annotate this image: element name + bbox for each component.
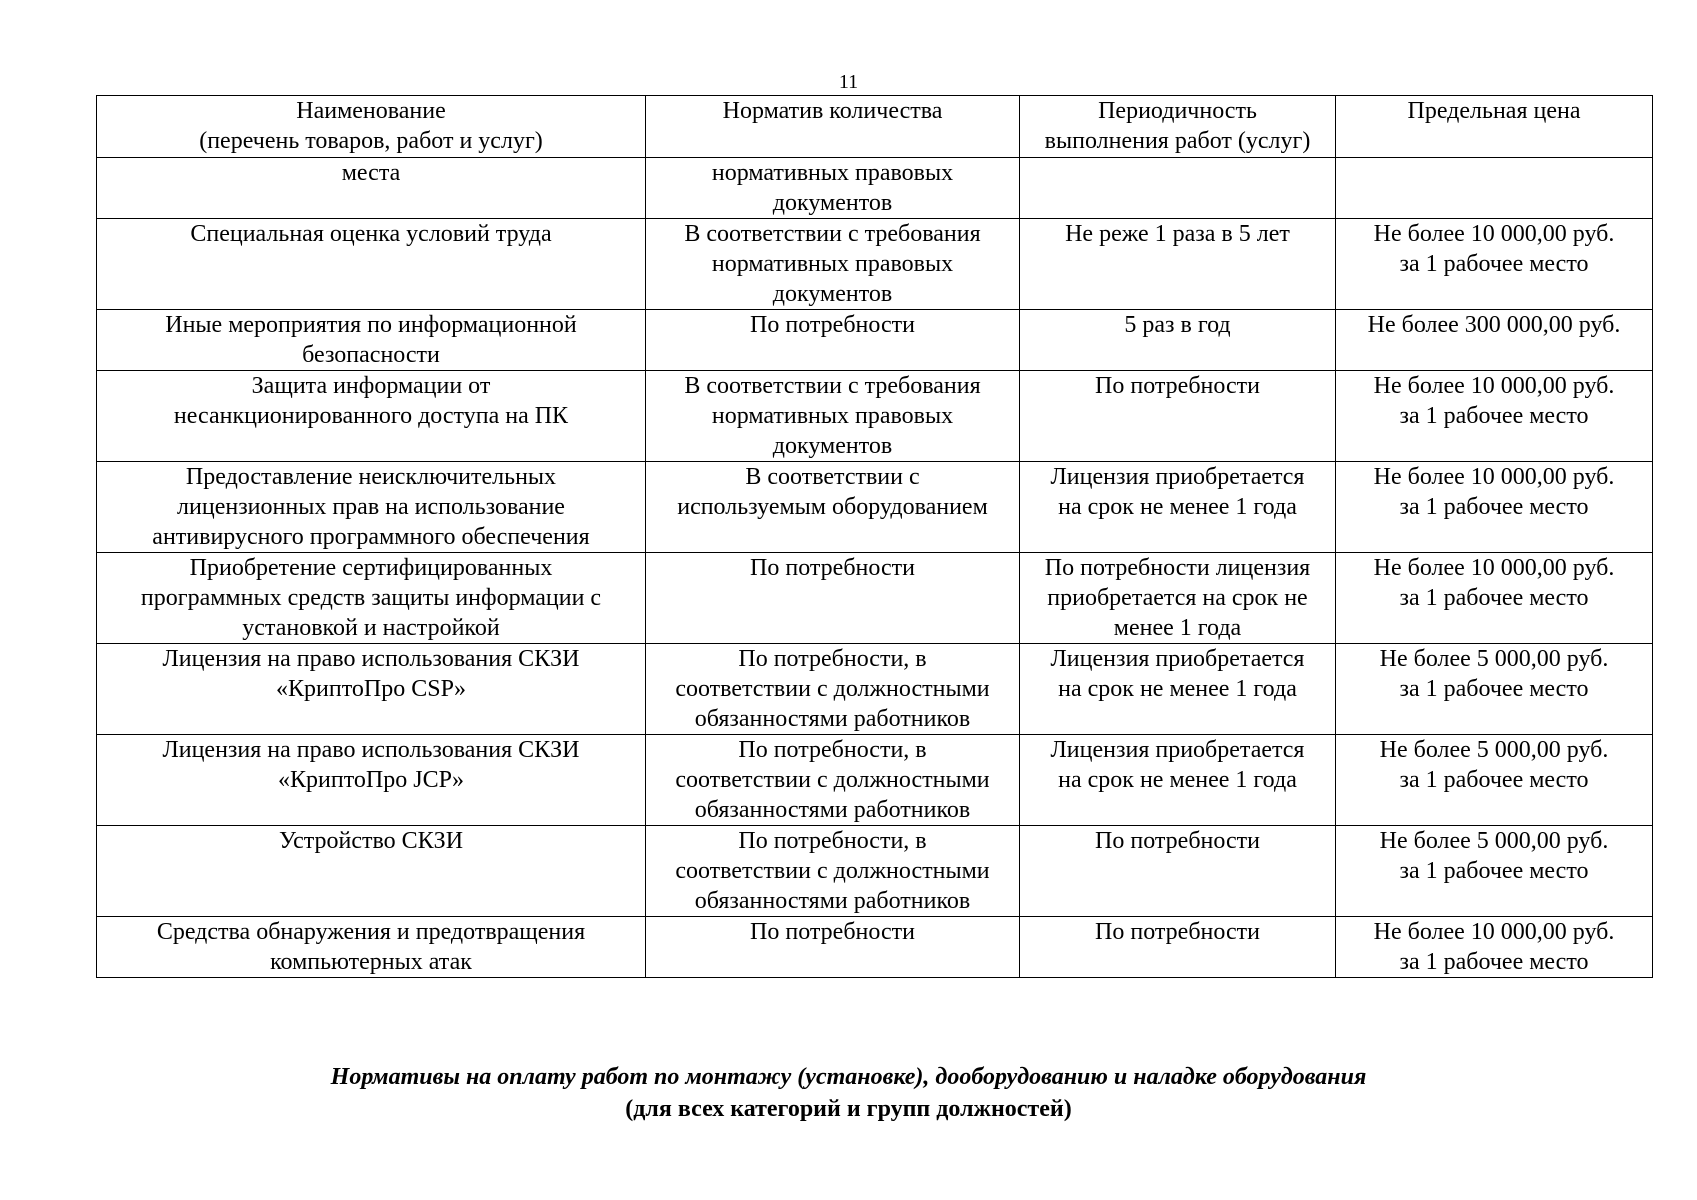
cell-price-line: Не более 300 000,00 руб. xyxy=(1367,312,1621,338)
cell-quantity-line: соответствии с должностными xyxy=(675,858,990,884)
table-row xyxy=(97,553,1653,644)
cell-price xyxy=(1336,644,1653,735)
header-name-line: (перечень товаров, работ и услуг) xyxy=(199,128,543,154)
section-heading-subtitle: (для всех категорий и групп должностей) xyxy=(625,1096,1072,1122)
cell-periodicity-line: По потребности лицензия xyxy=(1044,555,1311,581)
cell-quantity xyxy=(646,371,1020,462)
cell-name-line: несанкционированного доступа на ПК xyxy=(173,403,569,429)
cell-quantity xyxy=(646,310,1020,371)
section-heading xyxy=(0,1061,1697,1125)
cell-name-line: установкой и настройкой xyxy=(242,615,500,641)
cell-periodicity xyxy=(1020,553,1336,644)
cell-price-line: за 1 рабочее место xyxy=(1399,949,1589,975)
cell-price-line: за 1 рабочее место xyxy=(1399,251,1589,277)
table-row xyxy=(97,917,1653,978)
cell-name xyxy=(97,644,646,735)
norms-table xyxy=(96,95,1653,978)
table-row xyxy=(97,219,1653,310)
cell-quantity xyxy=(646,158,1020,219)
cell-quantity-line: По потребности xyxy=(750,919,915,945)
cell-periodicity-line: менее 1 года xyxy=(1113,615,1242,641)
cell-quantity-line: В соответствии с xyxy=(745,464,920,490)
cell-periodicity xyxy=(1020,371,1336,462)
header-quantity xyxy=(646,96,1020,158)
cell-name xyxy=(97,158,646,219)
cell-quantity xyxy=(646,553,1020,644)
cell-periodicity-line: Лицензия приобретается xyxy=(1050,737,1305,763)
cell-quantity-line: По потребности xyxy=(750,312,915,338)
cell-periodicity-line: приобретается на срок не xyxy=(1047,585,1308,611)
header-periodicity-line: выполнения работ (услуг) xyxy=(1044,128,1311,154)
table-row xyxy=(97,158,1653,219)
cell-quantity xyxy=(646,917,1020,978)
cell-name xyxy=(97,310,646,371)
cell-price-line: Не более 10 000,00 руб. xyxy=(1373,373,1615,399)
cell-price-line: за 1 рабочее место xyxy=(1399,858,1589,884)
cell-price-line: за 1 рабочее место xyxy=(1399,676,1589,702)
cell-periodicity xyxy=(1020,917,1336,978)
cell-periodicity-line: на срок не менее 1 года xyxy=(1058,767,1297,793)
table-row xyxy=(97,462,1653,553)
cell-name-line: Специальная оценка условий труда xyxy=(190,221,552,247)
cell-price-line: за 1 рабочее место xyxy=(1399,494,1589,520)
cell-name-line: программных средств защиты информации с xyxy=(140,585,602,611)
cell-name-line: Приобретение сертифицированных xyxy=(189,555,553,581)
cell-price-line: за 1 рабочее место xyxy=(1399,585,1589,611)
cell-quantity-line: документов xyxy=(772,190,893,216)
table-header-row xyxy=(97,96,1653,158)
header-periodicity xyxy=(1020,96,1336,158)
cell-name-line: Иные мероприятия по информационной xyxy=(165,312,577,338)
cell-quantity-line: обязанностями работников xyxy=(694,888,971,914)
cell-quantity-line: соответствии с должностными xyxy=(675,767,990,793)
cell-periodicity xyxy=(1020,735,1336,826)
table-row xyxy=(97,310,1653,371)
cell-name xyxy=(97,917,646,978)
cell-quantity-line: используемым оборудованием xyxy=(677,494,988,520)
cell-price xyxy=(1336,371,1653,462)
cell-name-line: Лицензия на право использования СКЗИ xyxy=(162,737,580,763)
cell-periodicity-line: 5 раз в год xyxy=(1124,312,1231,338)
header-quantity-line: Норматив количества xyxy=(722,98,943,124)
cell-quantity-line: обязанностями работников xyxy=(694,797,971,823)
cell-price xyxy=(1336,462,1653,553)
cell-quantity-line: документов xyxy=(772,433,893,459)
cell-price-line: Не более 5 000,00 руб. xyxy=(1379,737,1609,763)
cell-quantity-line: соответствии с должностными xyxy=(675,676,990,702)
cell-name xyxy=(97,219,646,310)
cell-name-line: лицензионных прав на использование xyxy=(177,494,565,520)
header-price xyxy=(1336,96,1653,158)
cell-name-line: «КриптоПро CSP» xyxy=(276,676,466,702)
header-name-line: Наименование xyxy=(296,98,446,124)
cell-periodicity-line: Лицензия приобретается xyxy=(1050,646,1305,672)
cell-price-line: Не более 10 000,00 руб. xyxy=(1373,555,1615,581)
cell-price-line: Не более 10 000,00 руб. xyxy=(1373,221,1615,247)
section-heading-title: Нормативы на оплату работ по монтажу (установке), дооборудованию и наладке оборудования xyxy=(330,1064,1367,1090)
cell-periodicity-line: Не реже 1 раза в 5 лет xyxy=(1065,221,1290,247)
cell-name xyxy=(97,553,646,644)
table-body xyxy=(97,158,1653,978)
cell-price-line: за 1 рабочее место xyxy=(1399,403,1589,429)
cell-periodicity-line: Лицензия приобретается xyxy=(1050,464,1305,490)
cell-quantity-line: документов xyxy=(772,281,893,307)
cell-name-line: «КриптоПро JCP» xyxy=(278,767,464,793)
cell-periodicity-line: По потребности xyxy=(1095,373,1260,399)
cell-periodicity xyxy=(1020,826,1336,917)
cell-name xyxy=(97,371,646,462)
cell-quantity-line: По потребности, в xyxy=(738,737,927,763)
cell-quantity-line: нормативных правовых xyxy=(711,160,954,186)
table-row xyxy=(97,735,1653,826)
cell-name xyxy=(97,826,646,917)
cell-quantity-line: По потребности, в xyxy=(738,828,927,854)
cell-name-line: компьютерных атак xyxy=(270,949,472,975)
cell-quantity xyxy=(646,735,1020,826)
cell-periodicity xyxy=(1020,158,1336,219)
cell-name-line: Лицензия на право использования СКЗИ xyxy=(162,646,580,672)
cell-price-line: Не более 5 000,00 руб. xyxy=(1379,828,1609,854)
cell-periodicity-line: По потребности xyxy=(1095,919,1260,945)
cell-price xyxy=(1336,310,1653,371)
page-number: 11 xyxy=(838,71,859,93)
cell-name-line: антивирусного программного обеспечения xyxy=(152,524,590,550)
cell-name-line: Средства обнаружения и предотвращения xyxy=(156,919,586,945)
cell-periodicity xyxy=(1020,310,1336,371)
cell-price-line: Не более 10 000,00 руб. xyxy=(1373,919,1615,945)
cell-name xyxy=(97,735,646,826)
cell-price-line: Не более 5 000,00 руб. xyxy=(1379,646,1609,672)
cell-quantity-line: По потребности xyxy=(750,555,915,581)
table-row xyxy=(97,371,1653,462)
cell-quantity xyxy=(646,462,1020,553)
cell-periodicity-line: По потребности xyxy=(1095,828,1260,854)
cell-periodicity-line: на срок не менее 1 года xyxy=(1058,494,1297,520)
cell-price-line: за 1 рабочее место xyxy=(1399,767,1589,793)
cell-price xyxy=(1336,917,1653,978)
cell-quantity-line: нормативных правовых xyxy=(711,403,954,429)
cell-quantity-line: В соответствии с требования xyxy=(684,221,981,247)
cell-price xyxy=(1336,553,1653,644)
cell-price-line: Не более 10 000,00 руб. xyxy=(1373,464,1615,490)
cell-quantity-line: В соответствии с требования xyxy=(684,373,981,399)
cell-periodicity xyxy=(1020,462,1336,553)
cell-name-line: Предоставление неисключительных xyxy=(185,464,557,490)
cell-price xyxy=(1336,219,1653,310)
cell-quantity-line: нормативных правовых xyxy=(711,251,954,277)
table-row xyxy=(97,826,1653,917)
cell-price xyxy=(1336,735,1653,826)
cell-periodicity xyxy=(1020,644,1336,735)
cell-periodicity-line: на срок не менее 1 года xyxy=(1058,676,1297,702)
cell-periodicity xyxy=(1020,219,1336,310)
cell-name-line: безопасности xyxy=(302,342,440,368)
cell-price xyxy=(1336,158,1653,219)
table-row xyxy=(97,644,1653,735)
header-name xyxy=(97,96,646,158)
cell-name-line: Устройство СКЗИ xyxy=(278,828,464,854)
header-price-line: Предельная цена xyxy=(1407,98,1581,124)
cell-quantity-line: По потребности, в xyxy=(738,646,927,672)
cell-quantity xyxy=(646,644,1020,735)
cell-quantity-line: обязанностями работников xyxy=(694,706,971,732)
cell-quantity xyxy=(646,219,1020,310)
cell-name xyxy=(97,462,646,553)
header-periodicity-line: Периодичность xyxy=(1098,98,1257,124)
cell-name-line: места xyxy=(341,160,401,186)
cell-price xyxy=(1336,826,1653,917)
cell-name-line: Защита информации от xyxy=(251,373,491,399)
cell-quantity xyxy=(646,826,1020,917)
